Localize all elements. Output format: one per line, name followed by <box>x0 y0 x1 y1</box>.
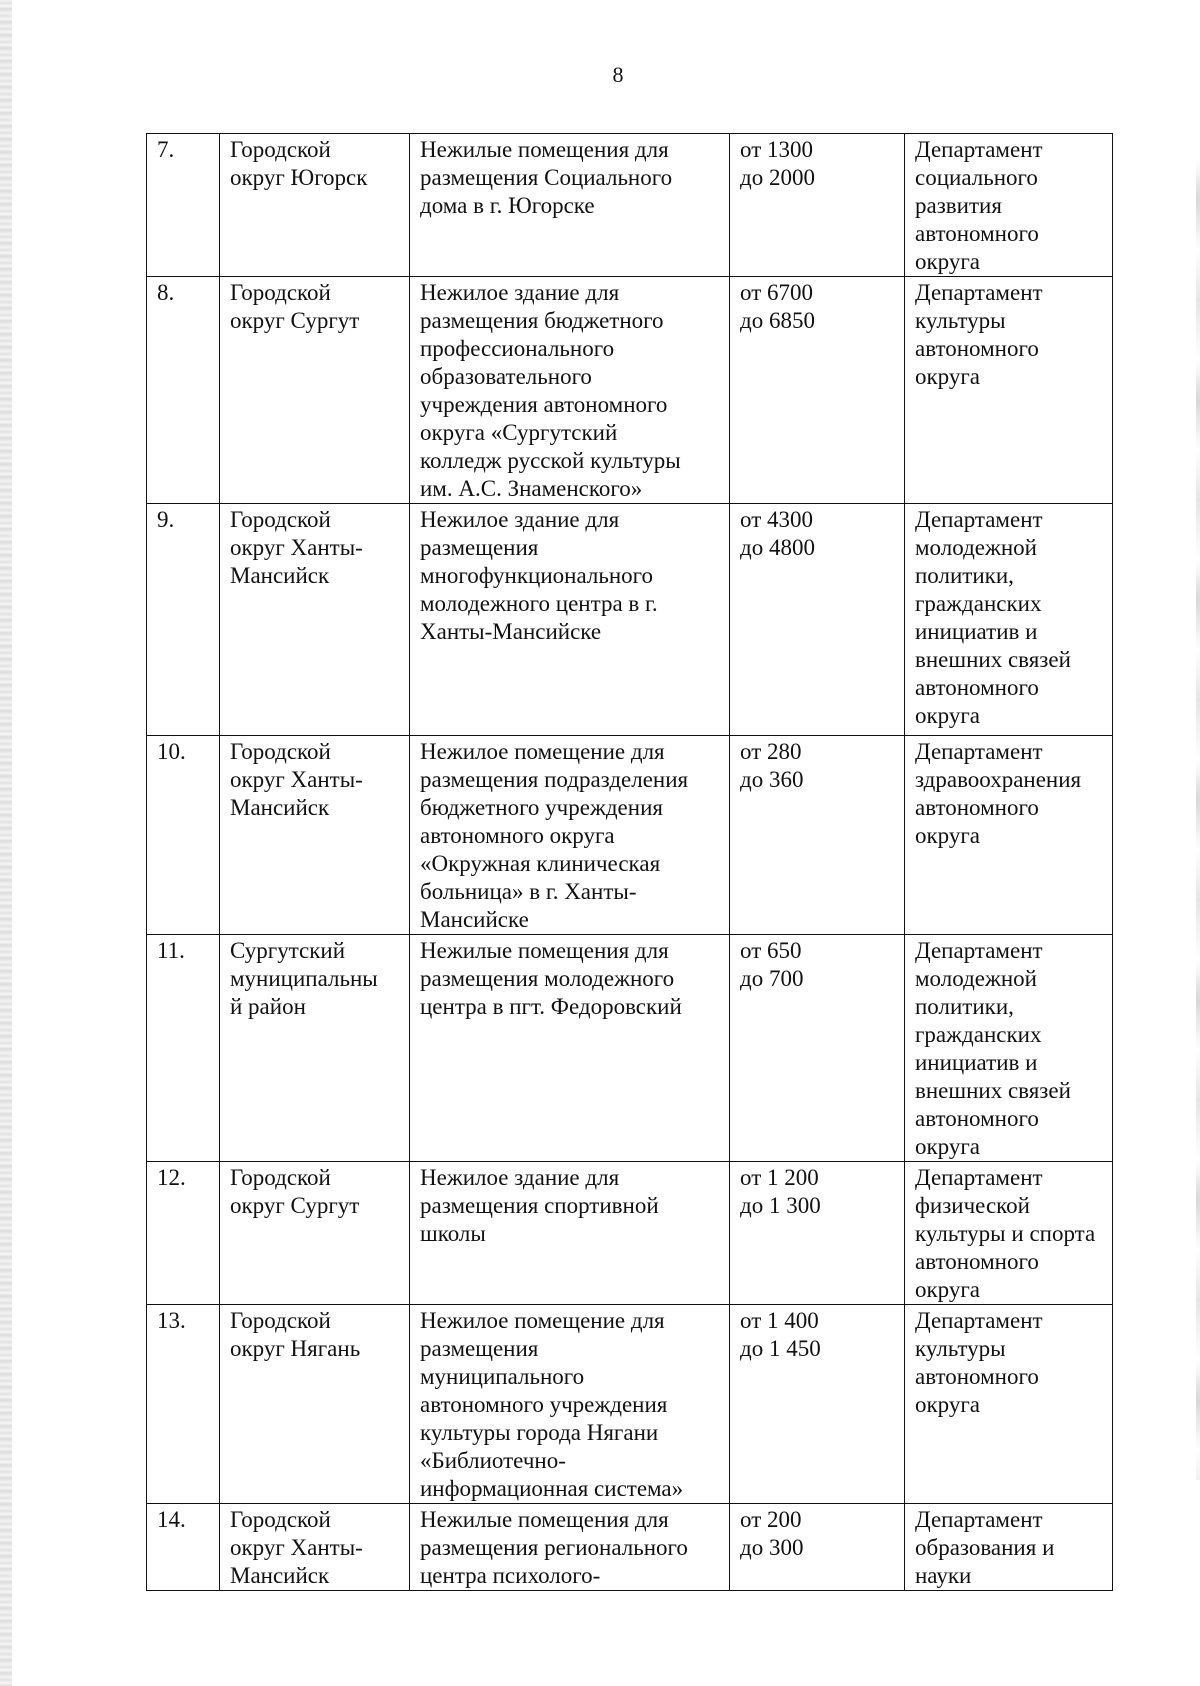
municipality-cell: Городской округ Ханты- Мансийск <box>220 504 410 736</box>
object-cell: Нежилое здание для размещения спортивной школы <box>410 1162 730 1305</box>
department-cell: Департамент культуры автономного округа <box>905 1305 1113 1504</box>
area-cell: от 1 400 до 1 450 <box>730 1305 905 1504</box>
registry-table <box>146 133 1113 1591</box>
row-number: 12. <box>147 1162 220 1305</box>
table-row <box>147 736 1113 935</box>
department-cell: Департамент физической культуры и спорта автономного округа <box>905 1162 1113 1305</box>
row-number: 7. <box>147 134 220 277</box>
object-cell: Нежилые помещения для размещения регионального центра психолого- <box>410 1504 730 1591</box>
scan-edge-right <box>1196 160 1200 1480</box>
department-cell: Департамент молодежной политики, гражданских инициатив и внешних связей автономного округа <box>905 504 1113 736</box>
area-cell: от 200 до 300 <box>730 1504 905 1591</box>
department-cell: Департамент здравоохранения автономного округа <box>905 736 1113 935</box>
table-row <box>147 1504 1113 1591</box>
object-cell: Нежилые помещения для размещения молодежного центра в пгт. Федоровский <box>410 935 730 1162</box>
municipality-cell: Городской округ Сургут <box>220 1162 410 1305</box>
municipality-cell: Городской округ Сургут <box>220 277 410 504</box>
row-number: 9. <box>147 504 220 736</box>
object-cell: Нежилые помещения для размещения Социального дома в г. Югорске <box>410 134 730 277</box>
row-number: 13. <box>147 1305 220 1504</box>
row-number: 10. <box>147 736 220 935</box>
scan-edge-left <box>0 0 12 1686</box>
row-number: 11. <box>147 935 220 1162</box>
area-cell: от 6700 до 6850 <box>730 277 905 504</box>
table-row <box>147 277 1113 504</box>
municipality-cell: Городской округ Югорск <box>220 134 410 277</box>
object-cell: Нежилое помещение для размещения подразделения бюджетного учреждения автономного округа «Окружная клиническая больница» в г. Ханты- Мансийске <box>410 736 730 935</box>
table-row <box>147 1162 1113 1305</box>
area-cell: от 1300 до 2000 <box>730 134 905 277</box>
area-cell: от 1 200 до 1 300 <box>730 1162 905 1305</box>
area-cell: от 650 до 700 <box>730 935 905 1162</box>
table-row <box>147 134 1113 277</box>
department-cell: Департамент молодежной политики, гражданских инициатив и внешних связей автономного округа <box>905 935 1113 1162</box>
object-cell: Нежилое здание для размещения бюджетного профессионального образовательного учреждения автономного округа «Сургутский колледж русской культуры им. А.С. Знаменского» <box>410 277 730 504</box>
object-cell: Нежилое здание для размещения многофункционального молодежного центра в г. Ханты-Мансийске <box>410 504 730 736</box>
row-number: 14. <box>147 1504 220 1591</box>
area-cell: от 4300 до 4800 <box>730 504 905 736</box>
page-number: 8 <box>612 62 624 87</box>
department-cell: Департамент образования и науки <box>905 1504 1113 1591</box>
table-row <box>147 504 1113 736</box>
area-cell: от 280 до 360 <box>730 736 905 935</box>
municipality-cell: Городской округ Ханты- Мансийск <box>220 736 410 935</box>
department-cell: Департамент социального развития автономного округа <box>905 134 1113 277</box>
row-number: 8. <box>147 277 220 504</box>
municipality-cell: Городской округ Ханты- Мансийск <box>220 1504 410 1591</box>
table-row <box>147 935 1113 1162</box>
table-row <box>147 1305 1113 1504</box>
department-cell: Департамент культуры автономного округа <box>905 277 1113 504</box>
municipality-cell: Городской округ Нягань <box>220 1305 410 1504</box>
municipality-cell: Сургутский муниципальны й район <box>220 935 410 1162</box>
object-cell: Нежилое помещение для размещения муниципального автономного учреждения культуры города Нягани «Библиотечно- информационная система» <box>410 1305 730 1504</box>
